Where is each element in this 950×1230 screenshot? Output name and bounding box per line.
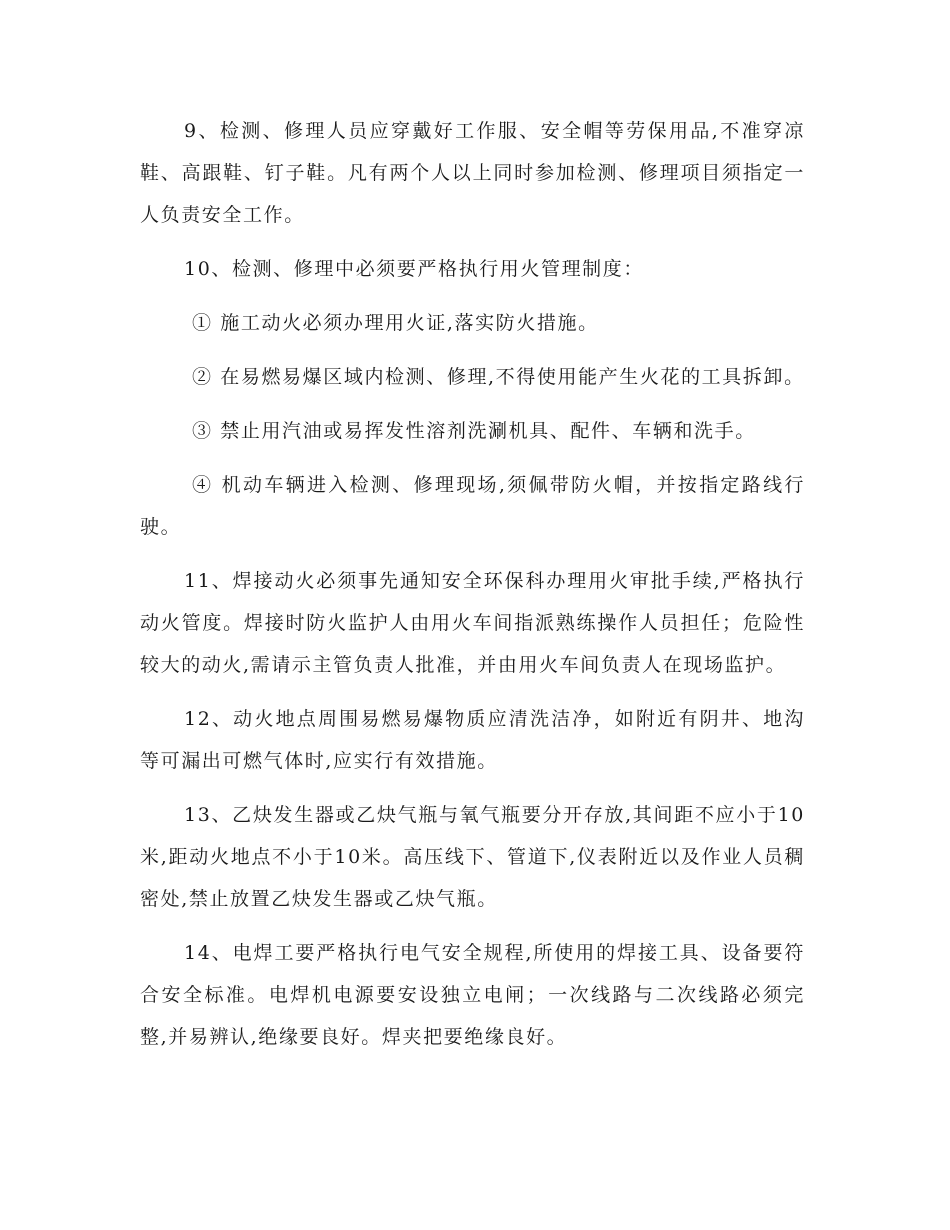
- document-page: [140, 110, 805, 1058]
- paragraph-item-11: 11、焊接动火必须事先通知安全环保科办理用火审批手续,严格执行动火管度。焊接时防火监护人由用火车间指派熟练操作人员担任；危险性较大的动火,需请示主管负责人批准，并由用火车间负责人在现场监护。: [140, 570, 805, 676]
- sub-item-2: ② 在易燃易爆区域内检测、修理,不得使用能产生火花的工具拆卸。: [192, 366, 805, 388]
- sub-item-4: ④ 机动车辆进入检测、修理现场,须佩带防火帽，并按指定路线行驶。: [140, 474, 805, 538]
- sub-item-1: ① 施工动火必须办理用火证,落实防火措施。: [192, 312, 599, 334]
- paragraph-item-9: 9、检测、修理人员应穿戴好工作服、安全帽等劳保用品,不准穿凉鞋、高跟鞋、钉子鞋。凡有两个人以上同时参加检测、修理项目须指定一人负责安全工作。: [140, 120, 805, 226]
- paragraph-item-13: 13、乙炔发生器或乙炔气瓶与氧气瓶要分开存放,其间距不应小于10米,距动火地点不小于10米。高压线下、管道下,仪表附近以及作业人员稠密处,禁止放置乙炔发生器或乙炔气瓶。: [140, 804, 805, 910]
- paragraph-item-14: 14、电焊工要严格执行电气安全规程,所使用的焊接工具、设备要符合安全标准。电焊机电源要安设独立电闸；一次线路与二次线路必须完整,并易辨认,绝缘要良好。焊夹把要绝缘良好。: [140, 942, 805, 1048]
- sub-item-3: ③ 禁止用汽油或易挥发性溶剂洗涮机具、配件、车辆和洗手。: [192, 420, 756, 442]
- paragraph-item-12: 12、动火地点周围易燃易爆物质应清洗洁净，如附近有阴井、地沟等可漏出可燃气体时,应实行有效措施。: [140, 708, 805, 772]
- paragraph-item-10: 10、检测、修理中必须要严格执行用火管理制度：: [184, 258, 644, 280]
